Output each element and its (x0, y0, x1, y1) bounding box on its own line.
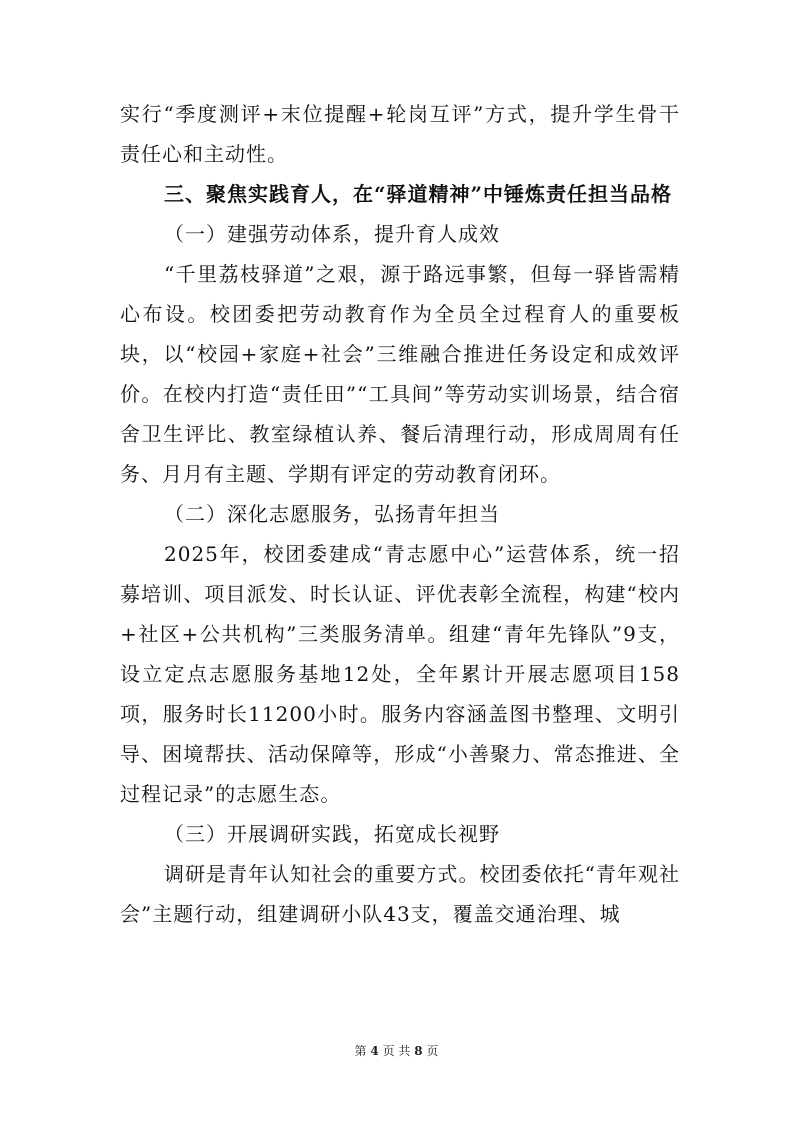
paragraph: “千里荔枝驿道”之艰，源于路远事繁，但每一驿皆需精心布设。校团委把劳动教育作为全员全过程育人的重要板块，以“校园+家庭+社会”三维融合推进任务设定和成效评价。在校内打造“责任田”“工具间”等劳动实训场景，结合宿舍卫生评比、教室绿植认养、餐后清理行动，形成周周有任务、月月有主题、学期有评定的劳动教育闭环。 (120, 262, 680, 486)
total-page-number: 8 (414, 1044, 423, 1058)
footer-middle: 页 共 (382, 1044, 411, 1058)
paragraph-continuation: 实行“季度测评+末位提醒+轮岗互评”方式，提升学生骨干责任心和主动性。 (120, 102, 680, 166)
page-footer (0, 1042, 793, 1059)
subsection-heading: （二）深化志愿服务，弘扬青年担当 (164, 502, 500, 526)
document-body (120, 94, 680, 934)
footer-suffix: 页 (426, 1044, 439, 1058)
subsection-heading: （三）开展调研实践，拓宽成长视野 (164, 822, 500, 846)
current-page-number: 4 (370, 1044, 379, 1058)
footer-prefix: 第 (354, 1044, 367, 1058)
paragraph: 2025年，校团委建成“青志愿中心”运营体系，统一招募培训、项目派发、时长认证、评优表彰全流程，构建“校内+社区+公共机构”三类服务清单。组建“青年先锋队”9支，设立定点志愿服务基地12处，全年累计开展志愿项目158项，服务时长11200小时。服务内容涵盖图书整理、文明引导、困境帮扶、活动保障等，形成“小善聚力、常态推进、全过程记录”的志愿生态。 (120, 542, 680, 806)
paragraph: 调研是青年认知社会的重要方式。校团委依托“青年观社会”主题行动，组建调研小队43支，覆盖交通治理、城 (120, 862, 680, 926)
subsection-heading: （一）建强劳动体系，提升育人成效 (164, 222, 500, 246)
section-heading: 三、聚焦实践育人，在“驿道精神”中锤炼责任担当品格 (164, 182, 673, 206)
